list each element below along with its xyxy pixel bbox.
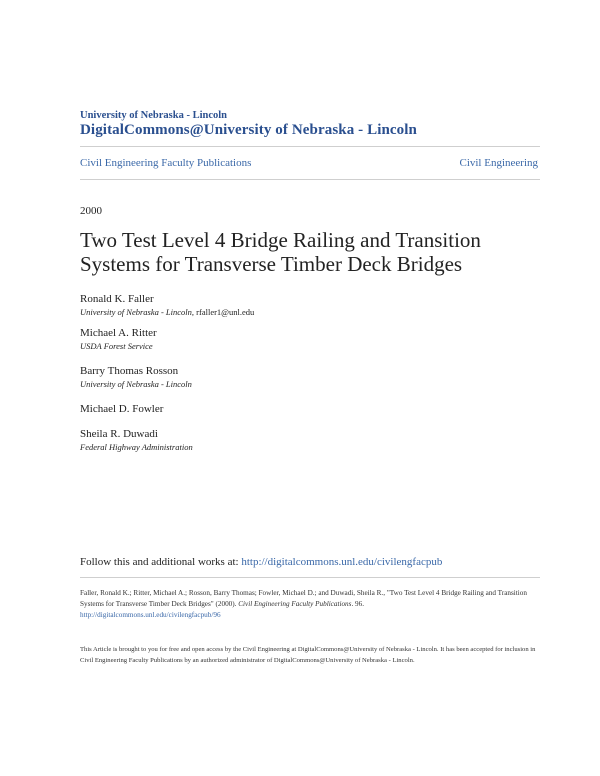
author-name: Michael D. Fowler bbox=[80, 403, 164, 415]
institution-name[interactable]: University of Nebraska - Lincoln bbox=[80, 110, 227, 121]
series-link[interactable]: Civil Engineering Faculty Publications bbox=[80, 157, 252, 169]
author-name: Michael A. Ritter bbox=[80, 327, 157, 339]
divider-nav bbox=[80, 179, 540, 180]
article-title: Two Test Level 4 Bridge Railing and Transition Systems for Transverse Timber Deck Bridges bbox=[80, 228, 481, 276]
author-institution: University of Nebraska - Lincoln bbox=[80, 307, 192, 317]
department-link[interactable]: Civil Engineering bbox=[459, 157, 538, 169]
divider-top bbox=[80, 146, 540, 147]
author-institution: Federal Highway Administration bbox=[80, 442, 193, 452]
author-institution: University of Nebraska - Lincoln bbox=[80, 379, 192, 389]
author-name: Barry Thomas Rosson bbox=[80, 365, 179, 377]
follow-text: Follow this and additional works at: bbox=[80, 556, 242, 568]
repository-name[interactable]: DigitalCommons@University of Nebraska - Lincoln bbox=[80, 122, 417, 138]
author-affiliation bbox=[80, 378, 530, 390]
divider-citation bbox=[80, 577, 540, 578]
follow-line bbox=[80, 556, 442, 568]
author-block bbox=[80, 427, 530, 453]
access-notice: This Article is brought to you for free and open access by the Civil Engineering at DigitalCommons@University of Nebraska - Lincoln. It has been accepted for inclusion in Civil Engineering Faculty Publications by an authorized administrator of DigitalCommons@University of Nebraska - Lincoln. bbox=[80, 646, 536, 664]
author-block bbox=[80, 292, 530, 318]
citation-url[interactable]: http://digitalcommons.unl.edu/civilengfacpub/96 bbox=[80, 611, 221, 619]
citation-suffix: . 96. bbox=[351, 600, 365, 608]
author-block bbox=[80, 402, 530, 416]
author-block bbox=[80, 364, 530, 390]
publication-year: 2000 bbox=[80, 205, 102, 217]
author-affiliation bbox=[80, 306, 530, 318]
author-affiliation bbox=[80, 441, 530, 453]
author-institution: USDA Forest Service bbox=[80, 341, 153, 351]
citation-text: Faller, Ronald K.; Ritter, Michael A.; Rosson, Barry Thomas; Fowler, Michael D.; and Duwadi, Sheila R., "Two Test Level 4 Bridge Railing and Transition Systems for Transverse Timber Deck Bridges" (2000). bbox=[80, 589, 527, 608]
author-name: Ronald K. Faller bbox=[80, 293, 154, 305]
author-email[interactable]: , rfaller1@unl.edu bbox=[191, 307, 255, 317]
author-affiliation bbox=[80, 340, 530, 352]
author-name: Sheila R. Duwadi bbox=[80, 428, 158, 440]
citation-journal: Civil Engineering Faculty Publications bbox=[238, 600, 352, 608]
author-block bbox=[80, 326, 530, 352]
citation-block bbox=[80, 588, 540, 621]
collection-url[interactable]: http://digitalcommons.unl.edu/civilengfacpub bbox=[241, 556, 443, 568]
